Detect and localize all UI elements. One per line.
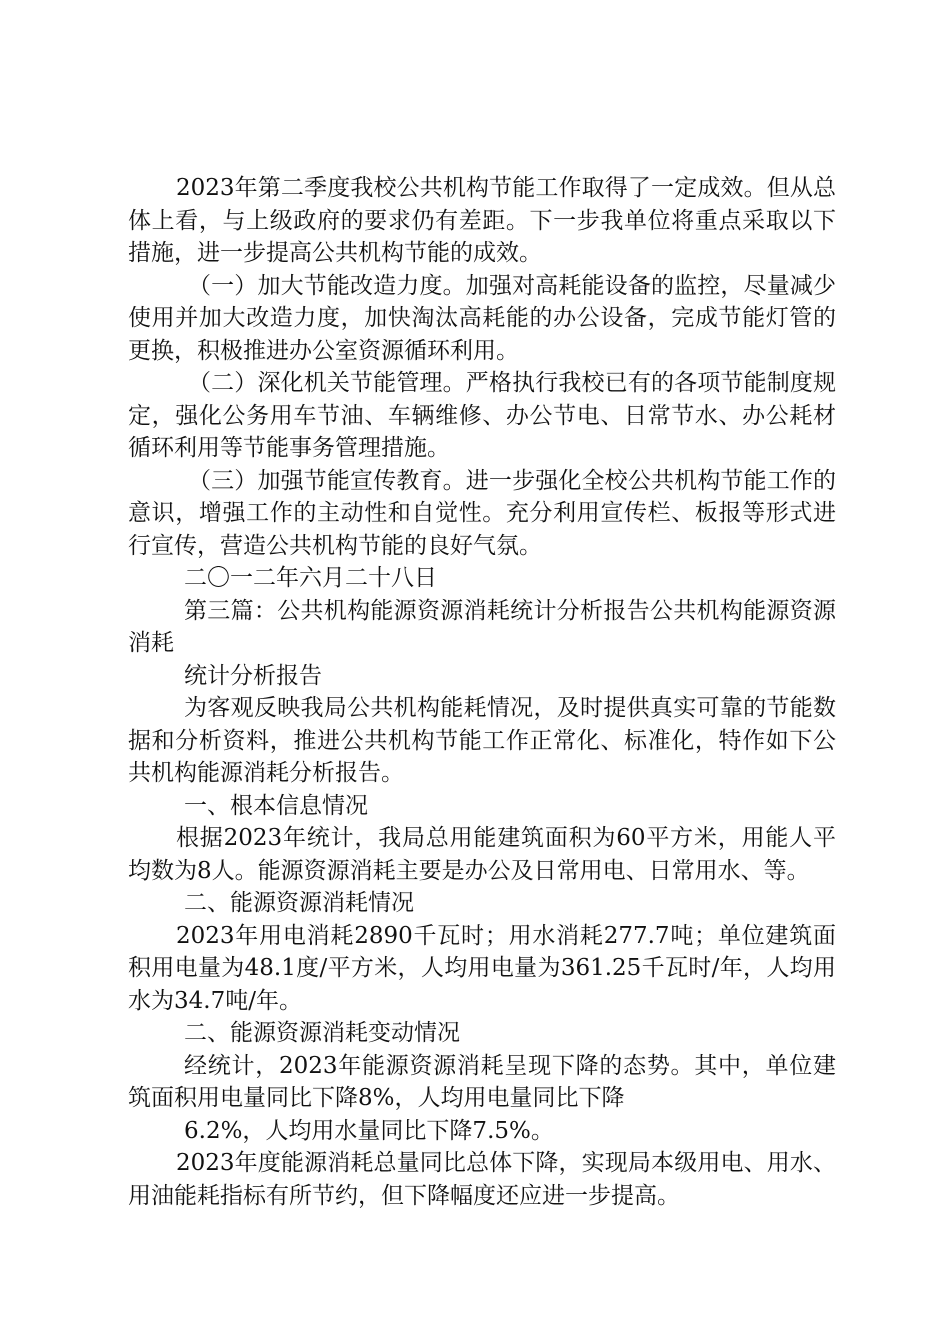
heading-basic-info: 一、根本信息情况: [184, 792, 368, 819]
paragraph-summary: 2023年第二季度我校公共机构节能工作取得了一定成效。但从总体上看，与上级政府的要求仍有差距。下一步我单位将重点采取以下措施，进一步提高公共机构节能的成效。: [128, 175, 836, 266]
heading-consumption: 二、能源资源消耗情况: [184, 890, 414, 916]
heading-consumption-change: 二、能源资源消耗变动情况: [184, 1020, 460, 1046]
paragraph-basic-info: 根据2023年统计，我局总用能建筑面积为60平方米，用能人平均数为8人。能源资源消耗主要是办公及日常用电、日常用水、等。: [128, 825, 836, 884]
paragraph-conclusion: 2023年度能源消耗总量同比总体下降，实现局本级用电、用水、用油能耗指标有所节约，但下降幅度还应进一步提高。: [128, 1150, 836, 1209]
paragraph-date: 二〇一二年六月二十八日: [184, 565, 437, 591]
section-subtitle: 统计分析报告: [184, 662, 322, 689]
paragraph-consumption: 2023年用电消耗2890千瓦时；用水消耗277.7吨；单位建筑面积用电量为48.1度/平方米，人均用电量为361.25千瓦时/年，人均用水为34.7吨/年。: [128, 922, 836, 1014]
section-title: 第三篇：公共机构能源资源消耗统计分析报告公共机构能源资源消耗: [128, 597, 836, 656]
paragraph-consumption-change-cont: 6.2%，人均用水量同比下降7.5%。: [184, 1117, 554, 1144]
paragraph-measure-1: （一）加大节能改造力度。加强对高耗能设备的监控，尽量减少使用并加大改造力度，加快淘汰高耗能的办公设备，完成节能灯管的更换，积极推进办公室资源循环利用。: [128, 272, 836, 364]
paragraph-measure-2: （二）深化机关节能管理。严格执行我校已有的各项节能制度规定，强化公务用车节油、车辆维修、办公节电、日常节水、办公耗材循环利用等节能事务管理措施。: [128, 370, 836, 461]
paragraph-measure-3: （三）加强节能宣传教育。进一步强化全校公共机构节能工作的意识，增强工作的主动性和自觉性。充分利用宣传栏、板报等形式进行宣传，营造公共机构节能的良好气氛。: [128, 467, 836, 559]
paragraph-intro: 为客观反映我局公共机构能耗情况，及时提供真实可靠的节能数据和分析资料，推进公共机构节能工作正常化、标准化，特作如下公共机构能源消耗分析报告。: [128, 695, 836, 786]
paragraph-consumption-change: 经统计，2023年能源资源消耗呈现下降的态势。其中，单位建筑面积用电量同比下降8%，人均用电量同比下降: [128, 1052, 836, 1111]
document-body: [128, 172, 836, 1212]
